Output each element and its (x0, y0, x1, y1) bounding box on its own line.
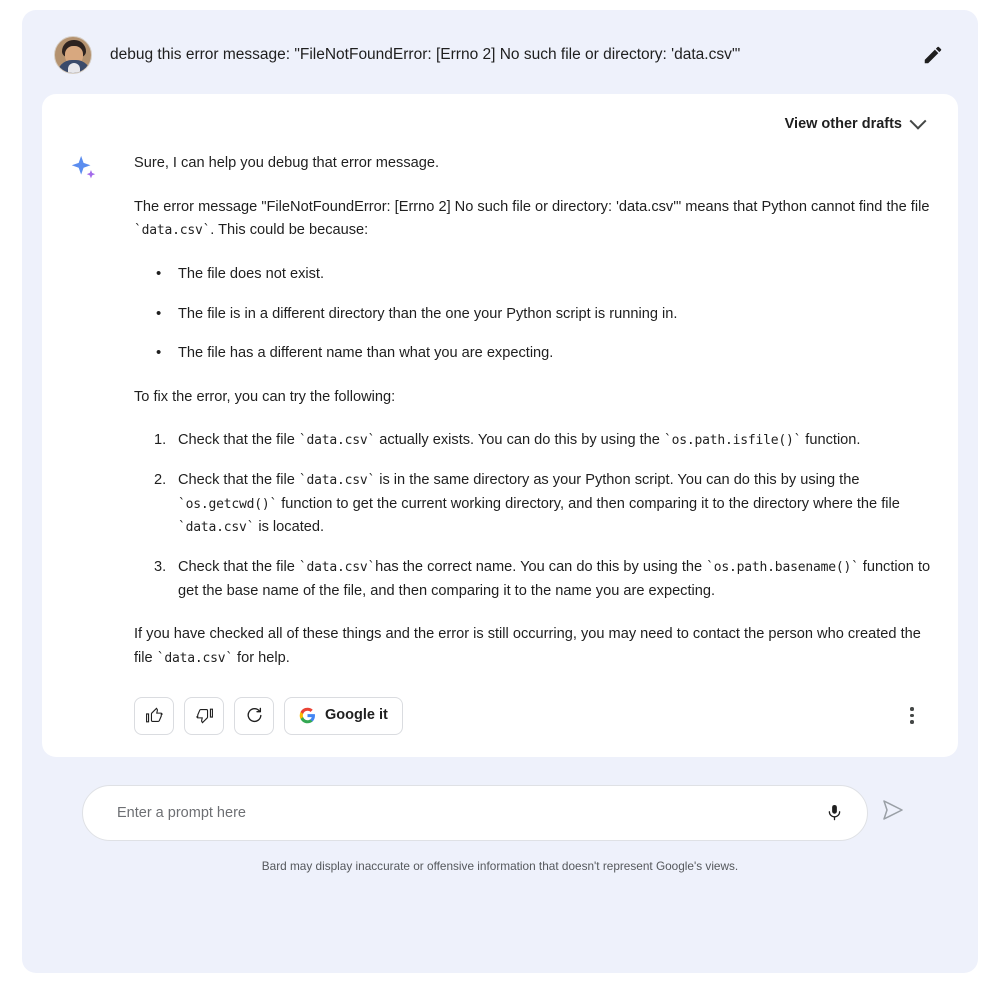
step3-code2: `os.path.basename()` (706, 560, 859, 576)
closing-post: for help. (233, 649, 290, 666)
kebab-dot (910, 714, 914, 718)
step2-code1: `data.csv` (298, 473, 376, 489)
regenerate-button[interactable] (234, 697, 274, 735)
bard-chat-window (22, 10, 978, 973)
fix-lead: To fix the error, you can try the following: (134, 388, 396, 405)
avatar (54, 36, 92, 74)
step1-d: function. (801, 432, 861, 449)
closing-pre: If you have checked all of these things and the error is still occurring, you may need to contact the person who created the file (134, 626, 921, 666)
step2-d: function to get the current working directory, and then comparing it to the directory where the file (277, 495, 900, 512)
thumbs-up-button[interactable] (134, 697, 174, 735)
microphone-button[interactable] (819, 798, 849, 828)
explain-post: . This could be because: (210, 222, 369, 239)
refresh-icon (245, 706, 264, 725)
fix-steps-list (134, 429, 932, 603)
step1-b: actually exists. You can do this by using the (375, 432, 664, 449)
view-other-drafts-button[interactable] (779, 112, 930, 136)
response-actions (134, 697, 932, 735)
step2-code2: `os.getcwd()` (178, 496, 278, 512)
list-item: • The file does not exist. (156, 263, 932, 287)
search-input[interactable]: Enter a prompt here (117, 804, 246, 821)
thumb-up-icon (145, 706, 164, 725)
user-prompt-text: debug this error message: "FileNotFoundError: [Errno 2] No such file or directory: 'data.csv'" (110, 46, 741, 64)
avatar-shirt (68, 63, 80, 74)
closing-code: `data.csv` (156, 650, 233, 666)
step2-e: is located. (254, 519, 325, 536)
step3-a: Check that the file (178, 559, 299, 576)
bard-sparkle-icon (68, 152, 102, 735)
causes-list (134, 263, 932, 366)
response-closing (134, 623, 932, 670)
send-button[interactable] (881, 798, 905, 827)
step1-code1: `data.csv` (298, 433, 376, 449)
list-item (156, 469, 932, 540)
list-item: • The file is in a different directory than the one your Python script is running in. (156, 303, 932, 327)
step1-code2: `os.path.isfile()` (663, 433, 802, 449)
step3-code1: `data.csv` (298, 560, 376, 576)
disclaimer-text: Bard may display inaccurate or offensive information that doesn't represent Google's views. (261, 858, 739, 873)
response-intro: Sure, I can help you debug that error message. (134, 155, 440, 171)
google-it-label: Google it (325, 706, 388, 723)
google-it-button[interactable] (284, 697, 403, 735)
explain-pre: The error message "FileNotFoundError: [Errno 2] No such file or directory: 'data.csv'" means that Python cannot find the file (134, 198, 930, 215)
kebab-dot (910, 707, 914, 711)
more-options-button[interactable] (896, 699, 928, 733)
list-item (156, 556, 932, 603)
step3-b: has the correct name. You can do this by using the (375, 559, 707, 576)
drafts-row (68, 106, 932, 138)
user-prompt-row (22, 10, 978, 94)
step2-a: Check that the file (178, 472, 299, 489)
step1-a: Check that the file (178, 432, 299, 449)
response-content (102, 152, 932, 735)
explain-code: `data.csv` (134, 223, 211, 239)
composer-row (82, 785, 918, 841)
list-item: • The file has a different name than what you are expecting. (156, 342, 932, 366)
thumbs-down-button[interactable] (184, 697, 224, 735)
list-item (156, 429, 932, 453)
send-wrap (868, 798, 918, 827)
composer-zone (22, 785, 978, 873)
kebab-dot (910, 720, 914, 724)
response-body (68, 152, 932, 735)
google-g-icon (299, 707, 316, 724)
thumb-down-icon (195, 706, 214, 725)
edit-prompt-button[interactable] (918, 40, 948, 70)
chevron-down-icon (910, 113, 927, 130)
view-other-drafts-label: View other drafts (784, 116, 902, 132)
prompt-input-bar[interactable] (82, 785, 868, 841)
pencil-icon (922, 44, 944, 66)
step2-b: is in the same directory as your Python script. You can do this by using the (375, 472, 860, 489)
send-icon (881, 798, 905, 822)
response-explanation (134, 196, 932, 243)
microphone-icon (825, 803, 844, 822)
response-card (42, 94, 958, 757)
step2-code3: `data.csv` (178, 520, 255, 536)
step3-d: function to get the base name of the file, and then comparing it to the name you are expecting. (178, 559, 931, 599)
